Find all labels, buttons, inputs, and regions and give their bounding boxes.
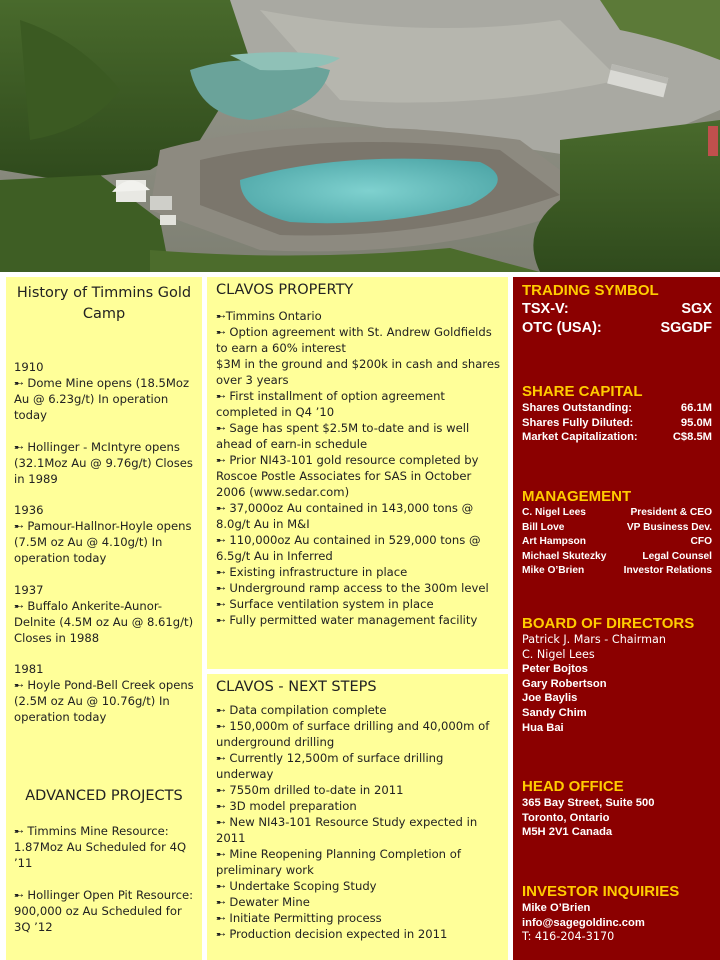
management-row [522, 550, 712, 565]
history-entry [14, 661, 198, 725]
history-entry [14, 502, 198, 566]
board-section [513, 615, 720, 735]
list-item: ➸ Fully permitted water management facility [216, 613, 478, 627]
board-member: Sandy Chim [522, 706, 587, 719]
company-info-sidebar [513, 277, 720, 960]
history-list [14, 359, 198, 741]
advanced-project-entry: ➸ Hollinger Open Pit Resource: 900,000 oz Au Scheduled for 3Q ’12 [14, 887, 194, 934]
share-capital-section [513, 383, 720, 445]
mine-site-aerial-photo [0, 0, 720, 272]
list-item: ➸ First installment of option agreement completed in Q4 ’10 [216, 389, 445, 419]
list-item: ➸ 7550m drilled to-date in 2011 [216, 783, 404, 797]
list-item: ➸ Dewater Mine [216, 895, 310, 909]
manager-name: Michael Skutezky [522, 550, 607, 562]
list-item: ➸ 150,000m of surface drilling and 40,000m of underground drilling [216, 719, 490, 749]
share-value: C$8.5M [672, 431, 712, 443]
symbol-row [522, 319, 712, 338]
address-line: M5H 2V1 Canada [522, 826, 613, 839]
investor-inquiries-section [513, 883, 720, 945]
head-office-section [513, 778, 720, 840]
list-item: ➸ Mine Reopening Planning Completion of preliminary work [216, 847, 461, 877]
history-year: 1936 [14, 503, 44, 517]
advanced-project-entry: ➸ Timmins Mine Resource: 1.87Moz Au Scheduled for 4Q ’11 [14, 824, 187, 870]
history-text: ➸ Buffalo Ankerite-Aunor-Delnite (4.5M oz Au @ 8.61g/t) Closes in 1988 [14, 598, 194, 645]
next-steps-title: CLAVOS - NEXT STEPS [216, 679, 377, 695]
management-row [522, 506, 712, 521]
manager-role: Investor Relations [623, 565, 712, 576]
history-text: ➸ Hollinger - McIntyre opens (32.1Moz Au @ 9.76g/t) Closes in 1989 [14, 439, 193, 486]
share-value: 95.0M [680, 416, 712, 429]
history-text: ➸ Hoyle Pond-Bell Creek opens (2.5M oz Au @ 10.76g/t) In operation today [14, 678, 194, 724]
board-member: Joe Baylis [522, 692, 578, 705]
manager-role: Legal Counsel [642, 550, 712, 562]
manager-role: CFO [690, 536, 712, 547]
board-member: Peter Bojtos [522, 663, 588, 676]
contact-phone: T: 416-204-3170 [522, 930, 615, 944]
board-heading: BOARD OF DIRECTORS [522, 615, 695, 632]
board-member: Hua Bai [522, 721, 564, 734]
share-label: Shares Outstanding: [522, 402, 633, 414]
symbol-value: SGX [681, 301, 712, 317]
list-item: $3M in the ground and $200k in cash and shares over 3 years [216, 357, 500, 387]
list-item: ➸ Initiate Permitting process [216, 911, 382, 925]
list-item: ➸ 3D model preparation [216, 799, 357, 813]
management-row [522, 521, 712, 536]
management-heading: MANAGEMENT [522, 488, 632, 505]
board-member: Patrick J. Mars - Chairman [522, 633, 666, 646]
history-text: ➸ Dome Mine opens (18.5Moz Au @ 6.23g/t) In operation today [14, 376, 190, 422]
investor-inquiries-heading: INVESTOR INQUIRIES [522, 883, 680, 900]
history-year: 1937 [14, 582, 44, 597]
list-item: ➸ 110,000oz Au contained in 529,000 tons @ 6.5g/t Au in Inferred [216, 533, 481, 563]
contact-email[interactable]: info@sagegoldinc.com [522, 916, 645, 929]
head-office-heading: HEAD OFFICE [522, 778, 624, 795]
management-row [522, 564, 712, 579]
symbol-value: SGGDF [660, 320, 712, 336]
list-item: ➸Timmins Ontario [216, 309, 322, 323]
history-entry [14, 439, 198, 487]
manager-role: VP Business Dev. [626, 521, 712, 533]
share-value: 66.1M [680, 402, 712, 414]
list-item: ➸ 37,000oz Au contained in 143,000 tons @ 8.0g/t Au in M&I [216, 501, 474, 531]
symbol-row [522, 300, 712, 319]
list-item: ➸ Underground ramp access to the 300m level [216, 581, 489, 595]
list-item: ➸ New NI43-101 Resource Study expected in 2011 [216, 815, 478, 845]
symbol-label: TSX-V: [522, 301, 569, 317]
advanced-projects-list [14, 823, 198, 950]
clavos-property-title: CLAVOS PROPERTY [216, 282, 354, 298]
list-item: ➸ Undertake Scoping Study [216, 879, 377, 893]
management-section [513, 488, 720, 579]
address-line: Toronto, Ontario [522, 811, 610, 824]
next-steps-list [216, 702, 502, 942]
symbol-label: OTC (USA): [522, 320, 602, 336]
list-item: ➸ Surface ventilation system in place [216, 597, 434, 611]
share-label: Market Capitalization: [522, 431, 638, 443]
share-row [522, 401, 712, 416]
list-item: ➸ Sage has spent $2.5M to-date and is well ahead of earn-in schedule [216, 421, 470, 451]
history-panel [6, 277, 202, 960]
clavos-property-panel [207, 277, 508, 669]
history-title: History of Timmins Gold Camp [16, 285, 192, 322]
share-capital-heading: SHARE CAPITAL [522, 383, 643, 400]
contact-name: Mike O’Brien [522, 902, 591, 914]
history-year: 1981 [14, 662, 44, 676]
manager-name: Mike O’Brien [522, 565, 585, 576]
trading-symbol-heading: TRADING SYMBOL [522, 282, 659, 299]
list-item: ➸ Currently 12,500m of surface drilling underway [216, 751, 444, 781]
aerial-photo-drawing [0, 0, 720, 272]
history-entry [14, 582, 198, 646]
share-row [522, 430, 712, 445]
management-row [522, 535, 712, 550]
list-item: ➸ Option agreement with St. Andrew Goldfields to earn a 60% interest [216, 325, 492, 355]
manager-role: President & CEO [630, 507, 712, 518]
share-label: Shares Fully Diluted: [522, 416, 634, 429]
share-row [522, 416, 712, 431]
history-text: ➸ Pamour-Hallnor-Hoyle opens (7.5M oz Au @ 4.10g/t) In operation today [14, 519, 192, 565]
manager-name: Art Hampson [522, 536, 586, 547]
history-year: 1910 [14, 360, 44, 374]
manager-name: C. Nigel Lees [522, 507, 586, 518]
advanced-projects-title: ADVANCED PROJECTS [25, 788, 183, 804]
trading-symbol-section [513, 282, 720, 338]
manager-name: Bill Love [522, 521, 565, 533]
clavos-property-list [216, 308, 502, 628]
board-member: C. Nigel Lees [522, 647, 595, 661]
list-item: ➸ Data compilation complete [216, 703, 387, 717]
board-member: Gary Robertson [522, 677, 607, 690]
next-steps-panel [207, 674, 508, 960]
address-line: 365 Bay Street, Suite 500 [522, 797, 655, 809]
list-item: ➸ Prior NI43-101 gold resource completed by Roscoe Postle Associates for SAS in October 2006 (www.sedar.com) [216, 453, 479, 499]
history-entry [14, 359, 198, 423]
list-item: ➸ Production decision expected in 2011 [216, 927, 448, 941]
list-item: ➸ Existing infrastructure in place [216, 565, 408, 579]
